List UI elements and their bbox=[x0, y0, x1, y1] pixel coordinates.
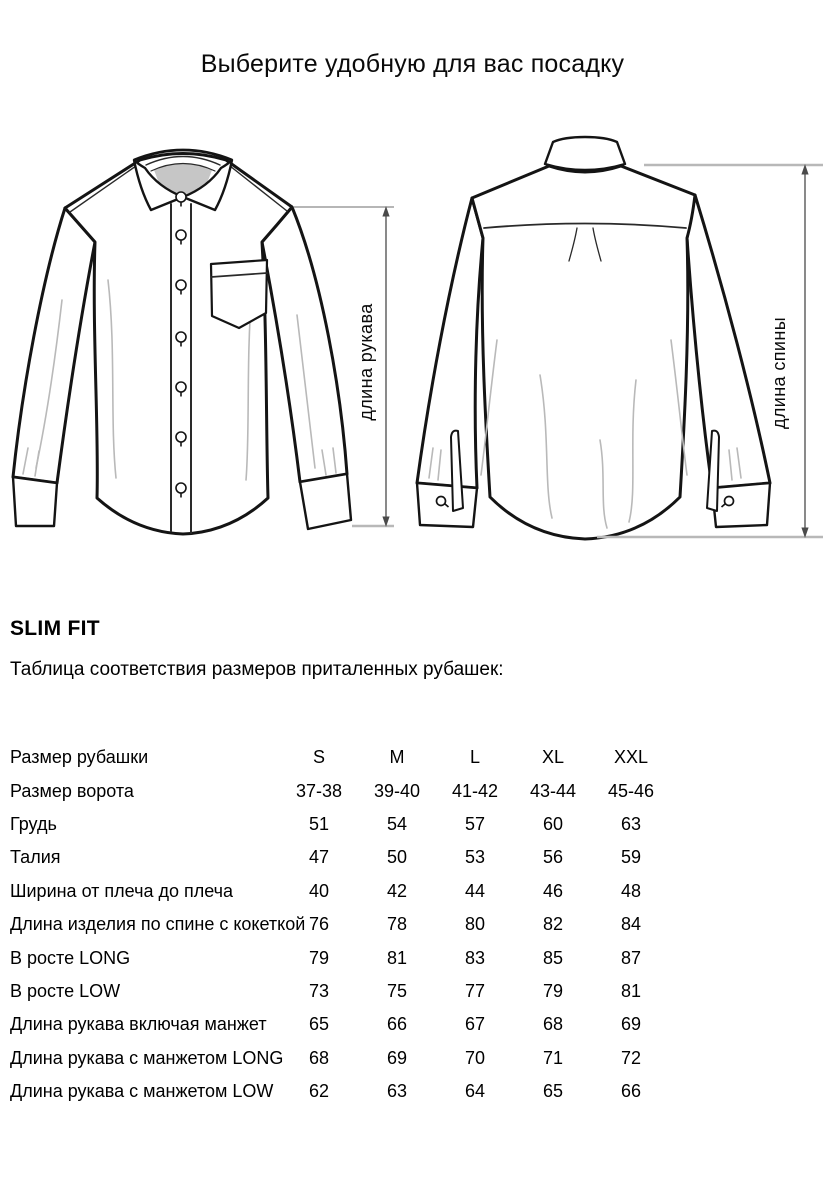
cell-value: 45-46 bbox=[607, 780, 655, 801]
back-left-sleeve bbox=[417, 198, 483, 488]
cell-value: 66 bbox=[620, 1081, 642, 1102]
cell-value: 65 bbox=[308, 1014, 330, 1035]
cell-value: 44 bbox=[464, 880, 486, 901]
cell-value: 53 bbox=[464, 847, 486, 868]
table-row bbox=[10, 1075, 670, 1108]
cell-value: 87 bbox=[620, 947, 642, 968]
row-label: Длина изделия по спине с кокеткой bbox=[10, 914, 306, 935]
cell-value: 59 bbox=[620, 847, 642, 868]
row-label: Грудь bbox=[10, 813, 57, 834]
cell-value: 68 bbox=[308, 1047, 330, 1068]
cell-value: 47 bbox=[308, 847, 330, 868]
row-label: Талия bbox=[10, 847, 61, 868]
cell-value: S bbox=[312, 747, 325, 768]
cell-value: 46 bbox=[542, 880, 564, 901]
cell-value: 85 bbox=[542, 947, 564, 968]
back-shirt-drawing bbox=[417, 137, 770, 539]
back-collar bbox=[545, 137, 625, 170]
front-left-sleeve bbox=[13, 208, 95, 483]
row-label: Размер рубашки bbox=[10, 747, 149, 768]
cell-value: 84 bbox=[620, 914, 642, 935]
cell-value: 48 bbox=[620, 880, 642, 901]
cell-value: 63 bbox=[386, 1081, 408, 1102]
row-label: Размер ворота bbox=[10, 780, 134, 801]
cell-value: 75 bbox=[386, 980, 408, 1001]
table-caption: Таблица соответствия размеров приталенных рубашек: bbox=[10, 659, 504, 680]
cell-value: XL bbox=[541, 747, 565, 768]
row-label: Ширина от плеча до плеча bbox=[10, 880, 234, 901]
cell-value: 79 bbox=[308, 947, 330, 968]
cell-value: 69 bbox=[620, 1014, 642, 1035]
table-row bbox=[10, 774, 670, 807]
size-table bbox=[10, 741, 670, 1108]
page-title: Выберите удобную для вас посадку bbox=[200, 50, 625, 78]
table-row bbox=[10, 741, 670, 774]
chest-pocket bbox=[211, 260, 267, 328]
front-right-cuff bbox=[300, 474, 351, 529]
back-right-sleeve bbox=[687, 195, 770, 488]
cell-value: 72 bbox=[620, 1047, 642, 1068]
cell-value: XXL bbox=[613, 747, 649, 768]
cell-value: L bbox=[469, 747, 480, 768]
table-row bbox=[10, 875, 670, 908]
back-length-label: длина спины bbox=[769, 316, 789, 430]
cell-value: 73 bbox=[308, 980, 330, 1001]
shirts-diagram bbox=[0, 130, 825, 600]
cell-value: 67 bbox=[464, 1014, 486, 1035]
cell-value: 56 bbox=[542, 847, 564, 868]
cell-value: 57 bbox=[464, 813, 486, 834]
back-right-cuff bbox=[712, 483, 770, 527]
cell-value: 54 bbox=[386, 813, 408, 834]
table-row bbox=[10, 975, 670, 1008]
cell-value: 42 bbox=[386, 880, 408, 901]
cell-value: 62 bbox=[308, 1081, 330, 1102]
cell-value: 76 bbox=[308, 914, 330, 935]
table-row bbox=[10, 808, 670, 841]
table-row bbox=[10, 1042, 670, 1075]
row-label: Длина рукава с манжетом LONG bbox=[10, 1047, 284, 1068]
cell-value: 41-42 bbox=[451, 780, 499, 801]
cell-value: 78 bbox=[386, 914, 408, 935]
cell-value: 39-40 bbox=[373, 780, 421, 801]
cell-value: 64 bbox=[464, 1081, 486, 1102]
cell-value: 60 bbox=[542, 813, 564, 834]
cell-value: 65 bbox=[542, 1081, 564, 1102]
sleeve-length-label: длина рукава bbox=[356, 303, 376, 421]
cell-value: 82 bbox=[542, 914, 564, 935]
cell-value: 79 bbox=[542, 980, 564, 1001]
table-row bbox=[10, 908, 670, 941]
cell-value: 69 bbox=[386, 1047, 408, 1068]
back-torso bbox=[472, 166, 695, 539]
section-heading: SLIM FIT bbox=[10, 617, 100, 640]
table-row bbox=[10, 941, 670, 974]
table-row bbox=[10, 1008, 670, 1041]
front-torso bbox=[65, 154, 292, 535]
front-left-cuff bbox=[13, 477, 57, 526]
row-label: Длина рукава с манжетом LOW bbox=[10, 1081, 274, 1102]
cell-value: 81 bbox=[620, 980, 642, 1001]
cell-value: 43-44 bbox=[529, 780, 577, 801]
cell-value: 68 bbox=[542, 1014, 564, 1035]
cell-value: 81 bbox=[386, 947, 408, 968]
cell-value: 51 bbox=[308, 813, 330, 834]
cell-value: 37-38 bbox=[295, 780, 343, 801]
cell-value: 83 bbox=[464, 947, 486, 968]
cell-value: 80 bbox=[464, 914, 486, 935]
cell-value: M bbox=[389, 747, 405, 768]
table-row bbox=[10, 841, 670, 874]
front-right-sleeve bbox=[262, 207, 347, 482]
cell-value: 63 bbox=[620, 813, 642, 834]
cell-value: 40 bbox=[308, 880, 330, 901]
cell-value: 50 bbox=[386, 847, 408, 868]
cell-value: 77 bbox=[464, 980, 486, 1001]
row-label: В росте LOW bbox=[10, 980, 121, 1001]
row-label: Длина рукава включая манжет bbox=[10, 1014, 267, 1035]
cell-value: 66 bbox=[386, 1014, 408, 1035]
row-label: В росте LONG bbox=[10, 947, 131, 968]
cell-value: 71 bbox=[542, 1047, 564, 1068]
cell-value: 70 bbox=[464, 1047, 486, 1068]
